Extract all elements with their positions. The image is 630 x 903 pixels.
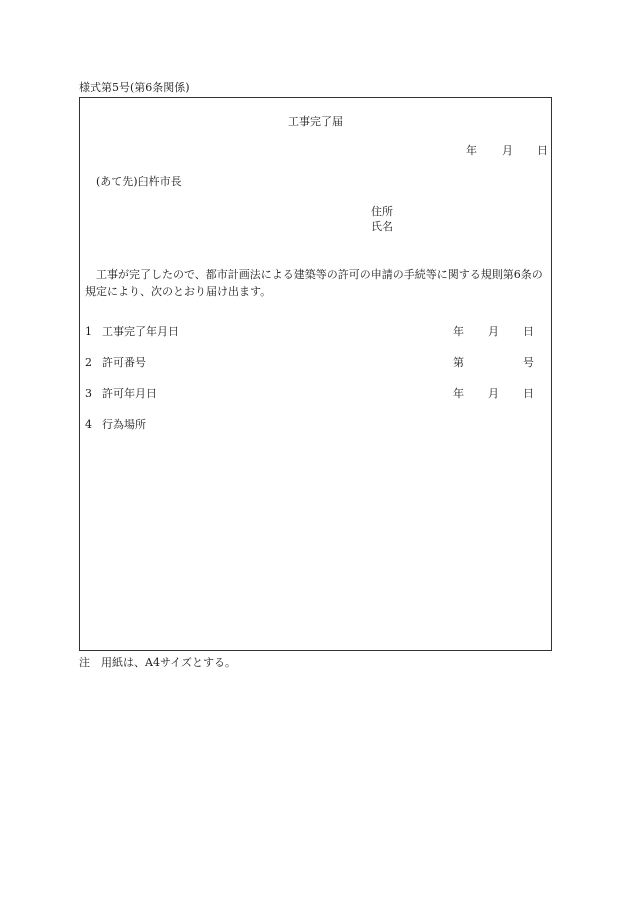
address-label: 住所 bbox=[371, 205, 393, 218]
header-date-month-unit: 月 bbox=[502, 144, 513, 157]
item-number: 2 bbox=[85, 356, 92, 369]
header-date-year-unit: 年 bbox=[466, 144, 477, 157]
addressee: (あて先)臼杵市長 bbox=[96, 175, 182, 188]
item-unit-day: 日 bbox=[523, 325, 534, 338]
name-label: 氏名 bbox=[371, 220, 393, 233]
item-label: 許可年月日 bbox=[102, 387, 157, 400]
item-unit-year: 年 bbox=[453, 387, 464, 400]
item-number: 3 bbox=[85, 387, 92, 400]
item-label: 許可番号 bbox=[102, 356, 146, 369]
item-unit-go: 号 bbox=[523, 356, 534, 369]
body-indent bbox=[85, 268, 96, 281]
item-unit-day: 日 bbox=[523, 387, 534, 400]
item-unit-month: 月 bbox=[488, 325, 499, 338]
item-label: 工事完了年月日 bbox=[102, 325, 179, 338]
item-unit-dai: 第 bbox=[453, 356, 464, 369]
form-label: 様式第5号(第6条関係) bbox=[79, 81, 190, 94]
body-text: 工事が完了したので、都市計画法による建築等の許可の申請の手続等に関する規則第6条の規定により、次のとおり届け出ます。 bbox=[85, 268, 543, 298]
item-number: 1 bbox=[85, 325, 92, 338]
item-label: 行為場所 bbox=[102, 418, 146, 431]
form-title: 工事完了届 bbox=[288, 115, 343, 128]
header-date-day-unit: 日 bbox=[537, 144, 548, 157]
item-unit-year: 年 bbox=[453, 325, 464, 338]
footnote: 注 用紙は、A4サイズとする。 bbox=[79, 656, 237, 669]
item-number: 4 bbox=[85, 418, 92, 431]
item-unit-month: 月 bbox=[488, 387, 499, 400]
body-paragraph bbox=[85, 266, 547, 300]
